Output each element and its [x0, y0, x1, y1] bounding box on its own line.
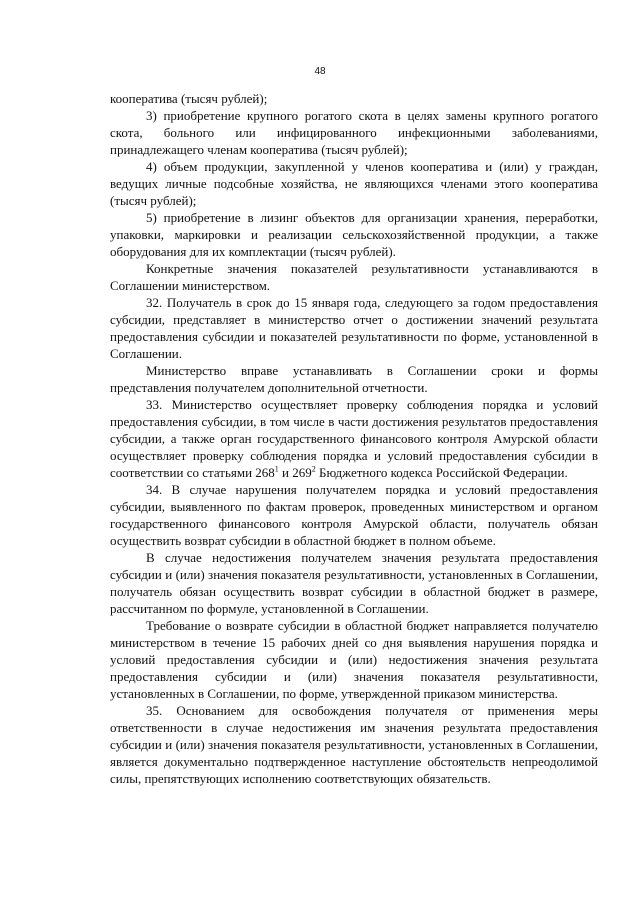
paragraph: Министерство вправе устанавливать в Соглашении сроки и формы представления получателем дополнительной отчетности. — [110, 363, 598, 395]
paragraph-text: и 269 — [278, 465, 312, 480]
paragraph: 35. Основанием для освобождения получателя от применения меры ответственности в случае недостижения им значения результата предоставления субсидии и (или) значения показателя результативности, установленных в Соглашении, является документально подтвержденное наступление обстоятельств непреодолимой силы, препятствующих исполнению соответствующих обязательств. — [110, 703, 598, 786]
paragraph: 34. В случае нарушения получателем порядка и условий предоставления субсидии, выявленного по фактам проверок, проведенных министерством и органом государственного финансового контроля Амурской области, получатель обязан осуществить возврат субсидии в областной бюджет в полном объеме. — [110, 482, 598, 548]
paragraph: В случае недостижения получателем значения результата предоставления субсидии и (или) значения показателя результативности, установленных в Соглашении, получатель обязан осуществить возврат субсидии в областной бюджет в размере, рассчитанном по формуле, установленной в Соглашении. — [110, 550, 598, 616]
page-number: 48 — [314, 66, 326, 77]
paragraph-33 — [110, 396, 598, 481]
superscript: 2 — [311, 464, 316, 474]
paragraph: 32. Получатель в срок до 15 января года, следующего за годом предоставления субсидии, представляет в министерство отчет о достижении значений результата предоставления субсидии и показателей результативности по форме, установленной в Соглашении. — [110, 295, 598, 361]
paragraph-text: Бюджетного кодекса Российской Федерации. — [315, 465, 568, 480]
paragraph: Конкретные значения показателей результативности устанавливаются в Соглашении министерством. — [110, 261, 598, 293]
superscript: 1 — [274, 464, 279, 474]
paragraph: 3) приобретение крупного рогатого скота в целях замены крупного рогатого скота, больного или инфицированного инфекционными заболеваниями, принадлежащего членам кооператива (тысяч рублей); — [110, 108, 598, 157]
document-body — [110, 90, 598, 787]
paragraph-text: 33. Министерство осуществляет проверку соблюдения порядка и условий предоставления субсидии, в том числе в части достижения результатов предоставления субсидии, а также орган государственного финансового контроля Амурской области осуществляет проверку соблюдения порядка и условий предоставления субсидии в соответствии со статьями 268 — [110, 397, 598, 480]
paragraph: Требование о возврате субсидии в областной бюджет направляется получателю министерством в течение 15 рабочих дней со дня выявления нарушения порядка и условий предоставления субсидии и (или) недостижения значения результата предоставления субсидии и (или) значения показателя результативности, установленных в Соглашении, по форме, утвержденной приказом министерства. — [110, 618, 598, 701]
paragraph: 4) объем продукции, закупленной у членов кооператива и (или) у граждан, ведущих личные подсобные хозяйства, не являющихся членами этого кооператива (тысяч рублей); — [110, 159, 598, 208]
paragraph: кооператива (тысяч рублей); — [110, 91, 268, 106]
paragraph: 5) приобретение в лизинг объектов для организации хранения, переработки, упаковки, маркировки и реализации сельскохозяйственной продукции, а также оборудования для их комплектации (тысяч рублей). — [110, 210, 598, 259]
